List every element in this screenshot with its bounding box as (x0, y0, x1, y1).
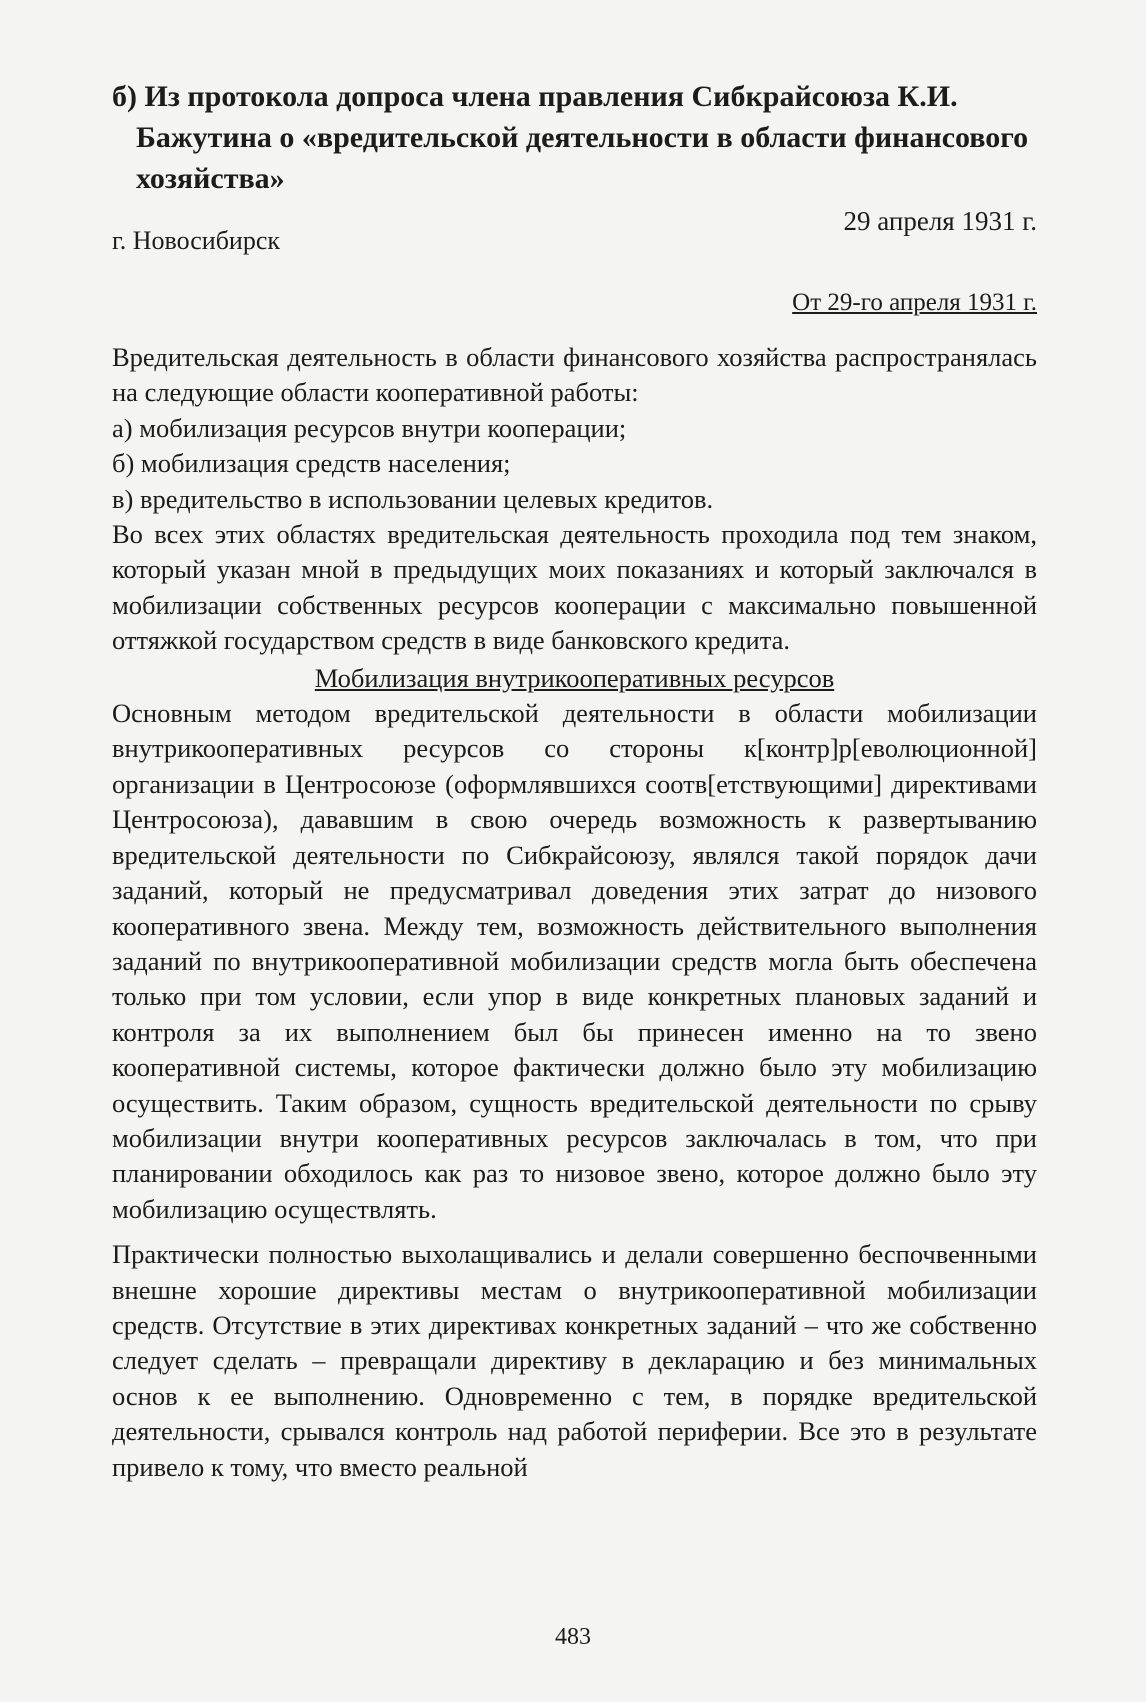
paragraph: Основным методом вредительской деятельности в области мобилизации внутрикооперативных ресурсов со стороны к[контр]р[еволюционной] организации в Центросоюзе (оформлявшихся соотв[етствующими] директивами Центросоюза), дававшим в свою очередь возможность к развертыванию вредительской деятельности по Сибкрайсоюзу, являлся такой порядок дачи заданий, который не предусматривал доведения этих затрат до низового кооперативного звена. Между тем, возможность действительного выполнения заданий по внутрикооперативной мобилизации средств могла быть обеспечена только при том условии, если упор в виде конкретных плановых заданий и контроля за их выполнением был бы принесен именно на то звено кооперативной системы, которое фактически должно было эту мобилизацию осуществить. Таким образом, сущность вредительской деятельности по срыву мобилизации внутри кооперативных ресурсов заключалась в том, что при планировании обходилось как раз то низовое звено, которое должно было эту мобилизацию осуществлять. (112, 698, 1037, 1224)
list-item: б) мобилизация средств населения; (112, 448, 511, 479)
place: г. Новосибирск (112, 226, 281, 255)
place-date-line (112, 206, 1037, 266)
document-title: б) Из протокола допроса члена правления Сибкрайсоюза К.И. Бажутина о «вредительской деятельности в области финансового хозяйства» (112, 80, 1029, 195)
section-heading: Мобилизация внутрикооперативных ресурсов (314, 662, 835, 693)
intro-paragraph: Вредительская деятельность в области финансового хозяйства распространялась на следующие области кооперативной работы: (112, 342, 1037, 408)
document-date: 29 апреля 1931 г. (843, 206, 1037, 236)
protocol-date: От 29-го апреля 1931 г. (792, 289, 1037, 316)
list-item: а) мобилизация ресурсов внутри кооперации; (112, 412, 627, 443)
document-body (112, 340, 1037, 1485)
paragraph: Практически полностью выхолащивались и делали совершенно беспочвенными внешне хорошие директивы местам о внутрикооперативной мобилизации средств. Отсутствие в этих директивах конкретных заданий – что же собственно следует сделать – превращали директиву в декларацию и без минимальных основ к ее выполнению. Одновременно с тем, в порядке вредительской деятельности, срывался контроль над работой периферии. Все это в результате привело к тому, что вместо реальной (112, 1239, 1037, 1482)
list-item: в) вредительство в использовании целевых кредитов. (112, 483, 714, 514)
page-number: 483 (555, 1624, 591, 1650)
paragraph: Во всех этих областях вредительская деятельность проходила под тем знаком, который указан мной в предыдущих моих показаниях и который заключался в мобилизации собственных ресурсов кооперации с максимально повышенной оттяжкой государством средств в виде банковского кредита. (112, 519, 1037, 656)
